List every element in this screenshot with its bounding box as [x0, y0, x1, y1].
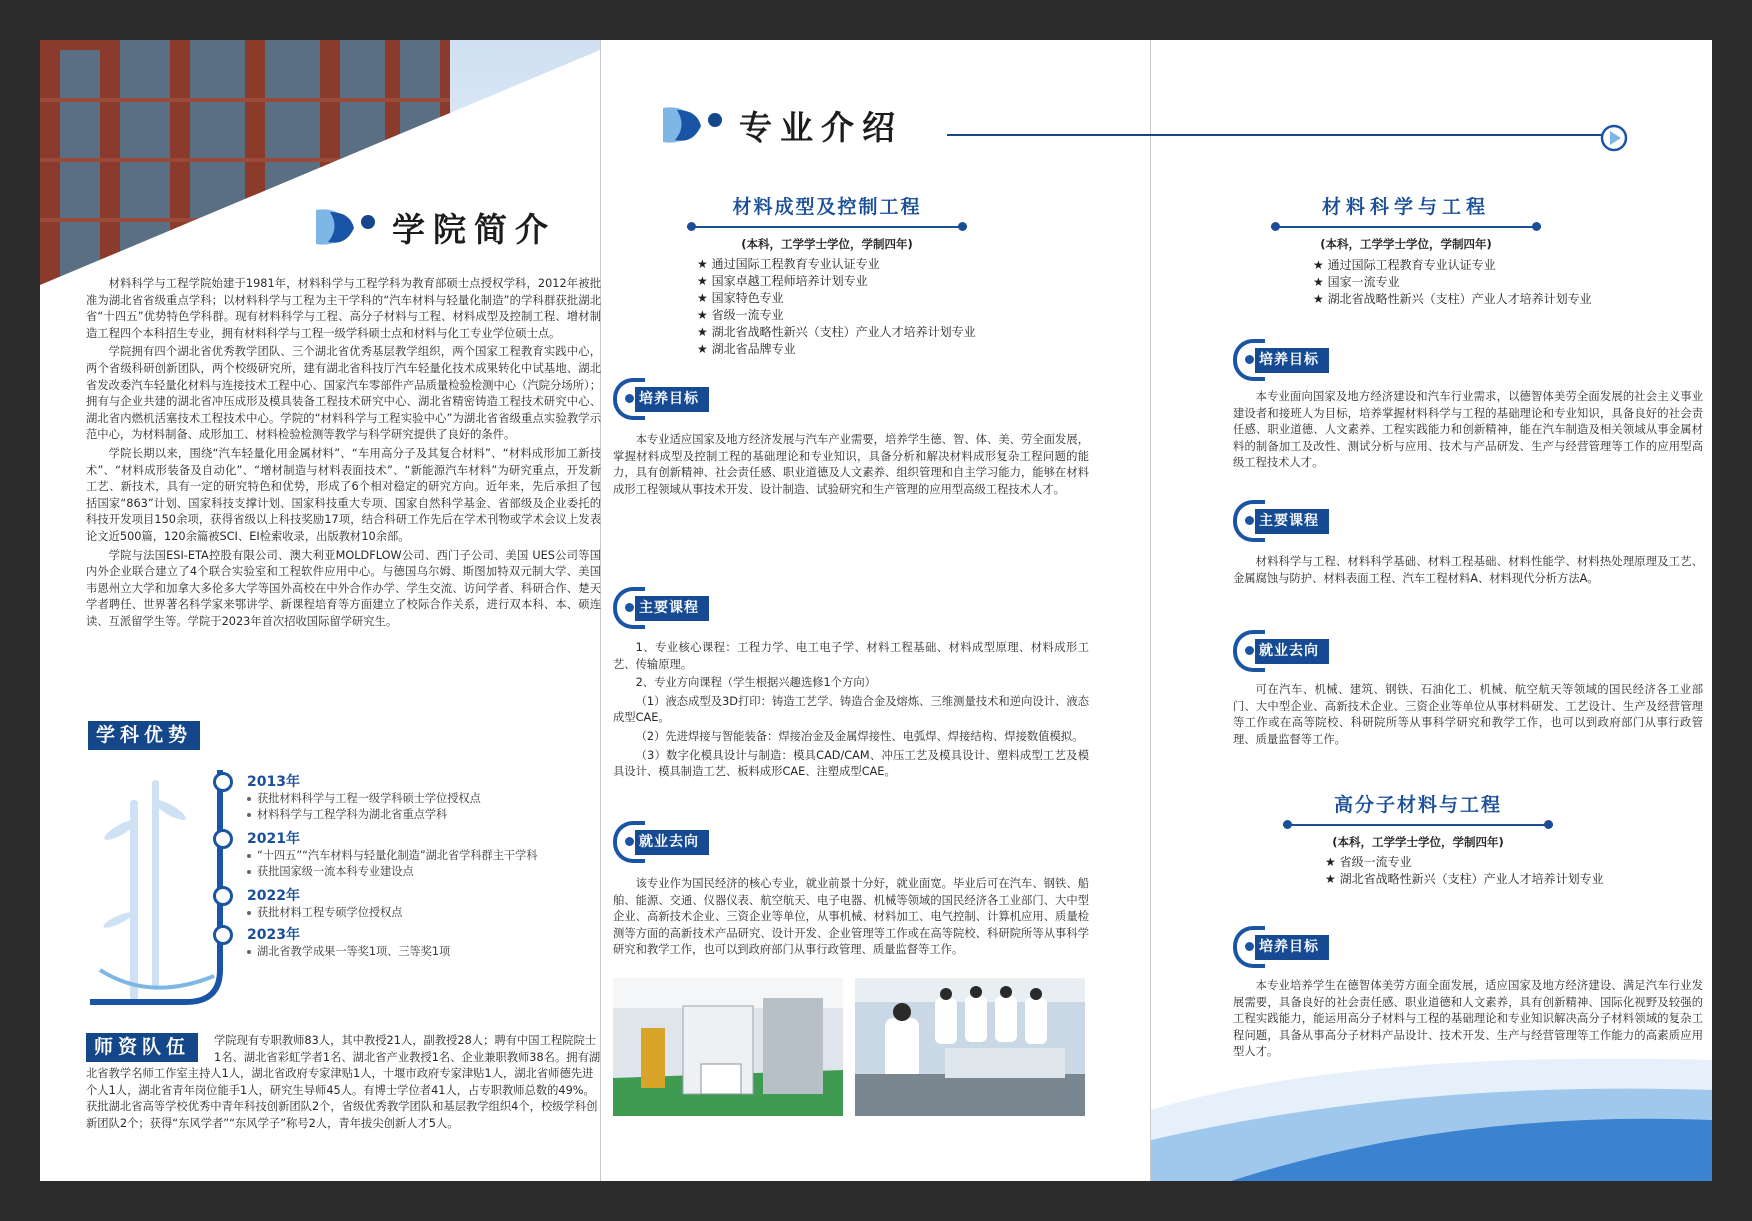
major-name: 材料成型及控制工程 [732, 196, 922, 218]
timeline-dot [213, 829, 233, 849]
timeline-year: 2022年 [247, 888, 300, 904]
intro-paragraph: 学院与法国ESI-ETA控股有限公司、澳大利亚MOLDFLOW公司、西门子公司、美国 UES公司等国内外企业联合建立了4个联合实验室和工程软件应用中心。与德国乌尔姆、斯图加特双元制大学、美国韦恩州立大学和加拿大多伦多大学等国外高校在中外合作办学、学生交流、访问学者、科研合作、楚天学者聘任、世界著名科学家来鄂讲学、新课程培育等方面建立了校际合作关系，进行双本科、本、硕连读、互派留学生等。学院于2023年首次招收国际留学研究生。 [86, 548, 601, 628]
intro-paragraph: 学院长期以来，围绕“汽车轻量化用金属材料”、“车用高分子及其复合材料”、“材料成形加工新技术”、“材料成形装备及自动化”、“增材制造与材料表面技术”、“新能源汽车材料”为研究重点，开发新工艺、新技术，具有一定的研究特色和优势，形成了6个相对稳定的研究方向。近年来，先后承担了包括国家“863”计划、国家科技支撑计划、国家科技重大专项、国家自然科学基金、省部级及企业委托的科技开发项目150余项，获得省级以上科技奖励17项，结合科研工作先后在学术刊物或学术会议上发表论文近500篇，120余篇被SCI、EI检索收录，出版教材10余部。 [86, 446, 601, 543]
major-intro-title: 专业介绍 [739, 107, 903, 147]
job-tag [613, 822, 709, 862]
faculty-section [86, 1033, 601, 1133]
major1-honors-list [1313, 257, 1592, 308]
timeline-entry [247, 926, 597, 960]
major2-goal-label: 培养目标 [1255, 935, 1329, 960]
timeline-year: 2021年 [247, 831, 300, 847]
honor-item: ★ 省级一流专业 [697, 307, 976, 324]
major1-title-block [1271, 192, 1541, 252]
brochure-sheet [40, 40, 1712, 1181]
goal-label: 培养目标 [635, 387, 709, 412]
major2-goal-text: 本专业培养学生在德智体美劳方面全面发展，适应国家及地方经济建设、满足汽车行业发展需要，具备良好的社会责任感、职业道德和人文素养，具有创新精神、国际化视野及较强的工程实践能力，能运用高分子材料与工程的基础理论和专业知识解决高分子材料领域的复杂工程问题，具备从事高分子材料产品设计、技术开发、生产与经营管理等工作能力的高素质应用型人才。 [1233, 979, 1703, 1059]
course-line: 2、专业方向课程（学生根据兴趣选修1个方向） [635, 676, 876, 690]
timeline-entry [247, 887, 597, 926]
course-line: （2）先进焊接与智能装备：焊接冶金及金属焊接性、电弧焊、焊接结构、焊接数值模拟。 [635, 729, 1084, 743]
goal-section [613, 432, 1089, 500]
right-panel [1151, 40, 1712, 1181]
honor-item: ★ 国家特色专业 [697, 290, 976, 307]
course-section [613, 640, 1089, 783]
major1-title-underline [1271, 222, 1541, 232]
timeline-item: 获批材料工程专硕学位授权点 [247, 905, 597, 921]
faculty-title: 师资队伍 [86, 1033, 198, 1062]
college-intro-header [310, 202, 556, 252]
timeline-dot [213, 772, 233, 792]
timeline-item: 获批材料科学与工程一级学科硕士学位授权点 [247, 791, 597, 807]
honor-item: ★ 湖北省战略性新兴（支柱）产业人才培养计划专业 [697, 324, 976, 341]
major1-job-label: 就业去向 [1255, 639, 1329, 664]
left-panel [40, 40, 600, 1181]
honor-item: ★ 湖北省战略性新兴（支柱）产业人才培养计划专业 [1325, 871, 1604, 888]
play-arrow-icon [1599, 123, 1629, 153]
timeline-entry [247, 830, 597, 887]
faculty-text: 学院现有专职教师83人，其中教授21人，副教授28人；聘有中国工程院院士1名、湖北省彩虹学者1名、湖北省产业教授1名、企业兼职教师38名。拥有湖北省教学名师工作室主持人1人，湖北省政府专家津贴1人，十堰市政府专家津贴1人，湖北省师德先进个人1人，湖北省青年岗位能手1人，研究生导师45人。有博士学位者41人，占专职教师总数的49%。获批湖北省高等学校优秀中青年科技创新团队2个，省级优秀教学团队和基层教学组织4个，校级学科创新团队2个；获得“东风学者”“东风学子”称号2人，青年拔尖创新人才5人。 [86, 1034, 601, 1130]
building-photo [40, 40, 600, 300]
major1-course-tag [1233, 501, 1329, 541]
honor-item: ★ 通过国际工程教育专业认证专业 [697, 256, 976, 273]
course-tag [613, 588, 709, 628]
major1-goal-tag [1233, 340, 1329, 380]
honor-item: ★ 省级一流专业 [1325, 854, 1604, 871]
major-honors-list [697, 256, 976, 358]
major1-name: 材料科学与工程 [1321, 196, 1490, 218]
timeline-dot [213, 925, 233, 945]
major1-job-section [1233, 682, 1703, 750]
lab-equipment-photo [613, 978, 843, 1116]
timeline-year: 2013年 [247, 774, 300, 790]
advantage-timeline [247, 773, 597, 960]
job-text: 该专业作为国民经济的核心专业，就业前景十分好，就业面宽。毕业后可在汽车、钢铁、船舶、能源、交通、仪器仪表、航空航天、电子电器、机械等领域的国民经济各工业部门、大中型企业、高新技术企业、三资企业等单位，从事机械、材料加工、电气控制、计算机应用、质量检测等方面的高新技术产品研究、设计开发、企业管理等工作或在高等院校、科研院所等从事科学研究和教学工作，也可以到政府部门从事行政管理、质量监督等工作。 [613, 877, 1089, 957]
major-intro-header [657, 100, 903, 150]
major1-degree: (本科，工学学士学位，学制四年) [1320, 237, 1492, 251]
major1-goal-section [1233, 389, 1703, 474]
course-label: 主要课程 [635, 596, 709, 621]
brand-logo-icon [310, 202, 380, 252]
college-intro-body [86, 276, 601, 632]
major2-honors-list [1325, 854, 1604, 888]
major1-course-label: 主要课程 [1255, 509, 1329, 534]
timeline-item: 材料科学与工程学科为湖北省重点学科 [247, 807, 597, 823]
major1-course-section [1233, 554, 1703, 589]
honor-item: ★ 国家卓越工程师培养计划专业 [697, 273, 976, 290]
college-intro-title: 学院简介 [392, 209, 556, 249]
job-label: 就业去向 [635, 830, 709, 855]
brand-logo-icon [657, 100, 727, 150]
intro-paragraph: 学院拥有四个湖北省优秀教学团队、三个湖北省优秀基层教学组织，两个国家工程教育实践中心，两个省级科研创新团队，两个校级研究所，建有湖北省科技厅汽车轻量化技术成果转化中试基地、湖北省发改委汽车轻量化材料与连接技术工程中心、国家汽车零部件产品质量检验检测中心（汽院分场所）；拥有与企业共建的湖北省冲压成形及模具装备工程技术研究中心、湖北省精密铸造工程技术研究中心、湖北省内燃机活塞技术工程技术中心。学院的“材料科学与工程实验中心”为湖北省省级重点实验教学示范中心，为材料制备、成形加工、材料检验检测等教学与科学研究提供了良好的条件。 [86, 345, 601, 442]
advantage-title: 学科优势 [88, 721, 200, 750]
timeline-item: 获批国家级一流本科专业建设点 [247, 864, 597, 880]
timeline-item: “十四五”“汽车材料与轻量化制造”湖北省学科群主干学科 [247, 848, 597, 864]
major-title-block [687, 192, 967, 252]
major2-title-block [1283, 790, 1553, 850]
major2-goal-section [1233, 978, 1703, 1063]
goal-text: 本专业适应国家及地方经济发展与汽车产业需要，培养学生德、智、体、美、劳全面发展，掌握材料成型及控制工程的基础理论和专业知识，具备分析和解决材料成形复杂工程问题的能力，具有创新精神、社会责任感、职业道德及人文素养、组织管理和自主学习能力，能够在材料成形工程领域从事技术开发、设计制造、试验研究和生产管理的应用型高级工程技术人才。 [613, 433, 1089, 496]
course-line: 1、专业核心课程：工程力学、电工电子学、材料工程基础、材料成型原理、材料成形工艺、传输原理。 [613, 641, 1089, 671]
job-section [613, 876, 1089, 961]
major2-degree: (本科，工学学士学位，学制四年) [1332, 835, 1504, 849]
major2-name: 高分子材料与工程 [1333, 794, 1502, 816]
students-lab-photo [855, 978, 1085, 1116]
advantage-header [88, 721, 200, 750]
timeline-dot [213, 886, 233, 906]
major-title-underline [687, 222, 967, 232]
major1-job-tag [1233, 631, 1329, 671]
course-line: （1）液态成型及3D打印：铸造工艺学、铸造合金及熔炼、三维测量技术和逆向设计、液态成型CAE。 [613, 694, 1089, 725]
major1-goal-text: 本专业面向国家及地方经济建设和汽车行业需求，以德智体美劳全面发展的社会主义事业建设者和接班人为目标，培养掌握材料科学与工程的基础理论和专业知识，具备良好的社会责任感、职业道德、人文素养、工程实践能力和创新精神，能在汽车制造及相关领域从事金属材料的制备加工及改性、测试分析与应用、技术与产品研发、生产与经营管理等工作的应用型高级工程技术人才。 [1233, 390, 1703, 470]
course-line: （3）数字化模具设计与制造：模具CAD/CAM、冲压工艺及模具设计、塑料成型工艺及模具设计、模具制造工艺、板料成形CAE、注塑成型CAE。 [613, 748, 1089, 779]
intro-paragraph: 材料科学与工程学院始建于1981年，材料科学与工程学科为教育部硕士点授权学科，2012年被批准为湖北省省级重点学科；以材料科学与工程为主干学科的“汽车材料与轻量化制造”的学科群获批湖北省“十四五”优势特色学科群。现有材料科学与工程、高分子材料与工程、材料成型及控制工程、增材制造工程四个本科招生专业，拥有材料科学与工程一级学科硕士点和材料与化工专业学位硕士点。 [86, 277, 601, 340]
major1-goal-label: 培养目标 [1255, 348, 1329, 373]
honor-item: ★ 湖北省品牌专业 [697, 341, 976, 358]
timeline-item: 湖北省教学成果一等奖1项、三等奖1项 [247, 944, 597, 960]
honor-item: ★ 通过国际工程教育专业认证专业 [1313, 257, 1592, 274]
middle-panel [601, 40, 1150, 1181]
major-degree: (本科，工学学士学位，学制四年) [741, 237, 913, 251]
timeline-year: 2023年 [247, 927, 300, 943]
major1-job-text: 可在汽车、机械、建筑、钢铁、石油化工、机械、航空航天等领域的国民经济各工业部门、大中型企业、高新技术企业、三资企业等单位从事材料研发、工艺设计、生产及经营管理等工作或在高等院校、科研院所等从事科学研究和教学工作，也可以到政府部门从事行政管理、质量监督等工作。 [1233, 683, 1703, 746]
major1-course-text: 材料科学与工程、材料科学基础、材料工程基础、材料性能学、材料热处理原理及工艺、金属腐蚀与防护、材料表面工程、汽车工程材料A、材料现代分析方法A。 [1233, 555, 1703, 585]
major2-goal-tag [1233, 927, 1329, 967]
major2-title-underline [1283, 820, 1553, 830]
honor-item: ★ 国家一流专业 [1313, 274, 1592, 291]
honor-item: ★ 湖北省战略性新兴（支柱）产业人才培养计划专业 [1313, 291, 1592, 308]
timeline-entry [247, 773, 597, 830]
bamboo-decoration-icon [90, 770, 230, 1010]
goal-tag [613, 379, 709, 419]
